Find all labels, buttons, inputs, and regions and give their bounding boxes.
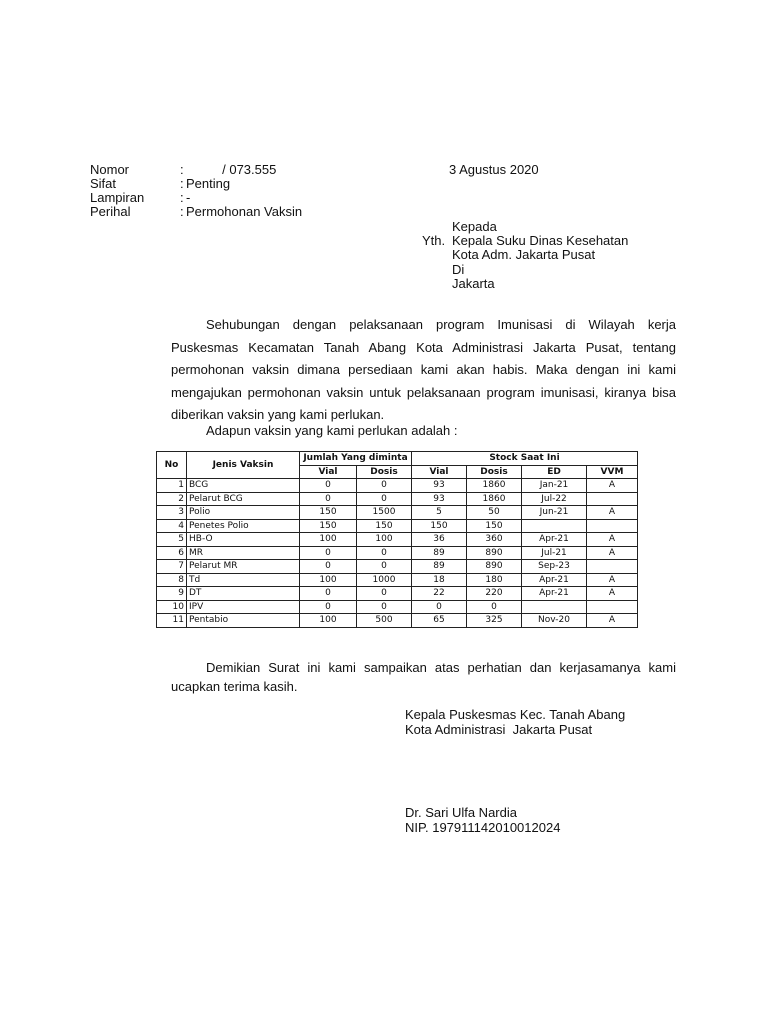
cell-jenis: Penetes Polio xyxy=(187,519,300,533)
cell-vial: 100 xyxy=(300,533,357,547)
cell-vial2: 18 xyxy=(412,573,467,587)
cell-vial: 0 xyxy=(300,560,357,574)
cell-ed: Jan-21 xyxy=(522,479,587,493)
table-row xyxy=(157,600,638,614)
col-vial-header: Vial xyxy=(300,465,357,479)
cell-dosis: 100 xyxy=(357,533,412,547)
cell-vvm: A xyxy=(587,614,638,628)
header-row-perihal xyxy=(90,205,302,219)
cell-vvm: A xyxy=(587,533,638,547)
table-body xyxy=(157,479,638,628)
address-line xyxy=(422,277,628,291)
cell-ed: Apr-21 xyxy=(522,533,587,547)
address-location: Jakarta xyxy=(452,275,495,291)
cell-ed: Jul-22 xyxy=(522,492,587,506)
address-line xyxy=(422,234,628,248)
address-line xyxy=(422,220,628,234)
col-dosis-stock-header: Dosis xyxy=(467,465,522,479)
letter-date: 3 Agustus 2020 xyxy=(449,162,539,177)
header-label: Lampiran xyxy=(90,190,145,205)
cell-vvm: A xyxy=(587,506,638,520)
cell-jenis: Td xyxy=(187,573,300,587)
cell-no: 5 xyxy=(157,533,187,547)
cell-vial: 100 xyxy=(300,614,357,628)
cell-dosis: 0 xyxy=(357,479,412,493)
cell-vvm: A xyxy=(587,587,638,601)
cell-ed: Nov-20 xyxy=(522,614,587,628)
cell-no: 10 xyxy=(157,600,187,614)
cell-dosis2: 890 xyxy=(467,546,522,560)
cell-vial2: 150 xyxy=(412,519,467,533)
cell-no: 11 xyxy=(157,614,187,628)
cell-dosis: 150 xyxy=(357,519,412,533)
cell-no: 2 xyxy=(157,492,187,506)
signature-title-1: Kepala Puskesmas Kec. Tanah Abang xyxy=(405,707,626,722)
table-header-row xyxy=(157,452,638,466)
cell-ed xyxy=(522,519,587,533)
cell-vial2: 22 xyxy=(412,587,467,601)
cell-jenis: HB-O xyxy=(187,533,300,547)
signature-block xyxy=(405,708,625,737)
table-row xyxy=(157,533,638,547)
cell-ed: Apr-21 xyxy=(522,587,587,601)
signer-block xyxy=(405,806,560,835)
table-row xyxy=(157,587,638,601)
cell-jenis: DT xyxy=(187,587,300,601)
col-ed-header: ED xyxy=(522,465,587,479)
table-row xyxy=(157,519,638,533)
header-label: Sifat xyxy=(90,176,117,191)
signature-title-2: Kota Administrasi Jakarta Pusat xyxy=(405,721,593,737)
signer-nip: NIP. 197911142010012024 xyxy=(405,819,561,835)
cell-vial: 0 xyxy=(300,479,357,493)
closing-paragraph xyxy=(171,658,676,696)
col-jenis-header: Jenis Vaksin xyxy=(187,452,300,479)
table-row xyxy=(157,492,638,506)
cell-jenis: Polio xyxy=(187,506,300,520)
cell-dosis2: 325 xyxy=(467,614,522,628)
closing-text: Demikian Surat ini kami sampaikan atas perhatian dan kerjasamanya kami ucapkan terima kasih. xyxy=(171,660,676,694)
address-city: Kota Adm. Jakarta Pusat xyxy=(452,247,596,263)
cell-ed: Jun-21 xyxy=(522,506,587,520)
cell-vial2: 89 xyxy=(412,546,467,560)
col-vial-stock-header: Vial xyxy=(412,465,467,479)
header-row-nomor xyxy=(90,163,302,177)
cell-dosis: 500 xyxy=(357,614,412,628)
cell-vial: 0 xyxy=(300,600,357,614)
header-label: Nomor xyxy=(90,162,130,177)
cell-dosis: 0 xyxy=(357,587,412,601)
cell-no: 7 xyxy=(157,560,187,574)
cell-ed: Jul-21 xyxy=(522,546,587,560)
cell-dosis2: 360 xyxy=(467,533,522,547)
header-row-lampiran xyxy=(90,191,302,205)
cell-dosis2: 1860 xyxy=(467,492,522,506)
header-colon: : xyxy=(180,190,184,205)
table-row xyxy=(157,560,638,574)
recipient-address xyxy=(422,220,628,291)
address-line xyxy=(422,263,628,277)
cell-vial: 150 xyxy=(300,506,357,520)
cell-vial: 0 xyxy=(300,546,357,560)
body-paragraph-2: Adapun vaksin yang kami perlukan adalah : xyxy=(206,423,458,438)
cell-jenis: Pentabio xyxy=(187,614,300,628)
cell-dosis2: 0 xyxy=(467,600,522,614)
letter-header xyxy=(90,163,302,219)
header-colon: : xyxy=(180,176,184,191)
cell-no: 4 xyxy=(157,519,187,533)
cell-vial: 0 xyxy=(300,587,357,601)
cell-dosis: 1000 xyxy=(357,573,412,587)
header-label: Perihal xyxy=(90,204,131,219)
signer-name: Dr. Sari Ulfa Nardia xyxy=(405,805,517,820)
cell-vvm: A xyxy=(587,479,638,493)
header-colon: : xyxy=(180,162,184,177)
col-vvm-header: VVM xyxy=(587,465,638,479)
cell-vial: 100 xyxy=(300,573,357,587)
cell-vial2: 93 xyxy=(412,492,467,506)
paragraph-text: Sehubungan dengan pelaksanaan program Imunisasi di Wilayah kerja Puskesmas Kecamatan Tanah Abang Kota Administrasi Jakarta Pusat, tentang permohonan vaksin dimana persediaan kami akan habis. Maka dengan ini kami mengajukan permohonan vaksin untuk pelaksanaan program imunisasi, kiranya bisa diberikan vaksin yang kami perlukan. xyxy=(171,317,676,422)
cell-no: 8 xyxy=(157,573,187,587)
table-row xyxy=(157,573,638,587)
header-value: Penting xyxy=(186,176,231,191)
cell-no: 6 xyxy=(157,546,187,560)
cell-vvm: A xyxy=(587,546,638,560)
cell-jenis: IPV xyxy=(187,600,300,614)
col-requested-header: Jumlah Yang diminta xyxy=(300,452,412,466)
cell-jenis: BCG xyxy=(187,479,300,493)
cell-dosis2: 180 xyxy=(467,573,522,587)
cell-vvm xyxy=(587,492,638,506)
cell-ed: Sep-23 xyxy=(522,560,587,574)
cell-vvm: A xyxy=(587,573,638,587)
cell-dosis2: 150 xyxy=(467,519,522,533)
address-kepada: Kepada xyxy=(452,219,497,234)
cell-vial2: 5 xyxy=(412,506,467,520)
cell-jenis: MR xyxy=(187,546,300,560)
cell-vvm xyxy=(587,600,638,614)
col-dosis-header: Dosis xyxy=(357,465,412,479)
cell-dosis2: 890 xyxy=(467,560,522,574)
cell-no: 3 xyxy=(157,506,187,520)
table-row xyxy=(157,614,638,628)
cell-dosis: 0 xyxy=(357,492,412,506)
address-recipient: Kepala Suku Dinas Kesehatan xyxy=(452,233,629,249)
table-row xyxy=(157,479,638,493)
vaccine-table xyxy=(156,451,638,628)
cell-dosis2: 220 xyxy=(467,587,522,601)
header-value: Permohonan Vaksin xyxy=(186,204,303,219)
cell-dosis: 1500 xyxy=(357,506,412,520)
cell-jenis: Pelarut BCG xyxy=(187,492,300,506)
cell-ed: Apr-21 xyxy=(522,573,587,587)
cell-vial2: 65 xyxy=(412,614,467,628)
table-row xyxy=(157,546,638,560)
cell-dosis2: 1860 xyxy=(467,479,522,493)
cell-dosis: 0 xyxy=(357,546,412,560)
cell-no: 1 xyxy=(157,479,187,493)
cell-vial2: 0 xyxy=(412,600,467,614)
cell-dosis: 0 xyxy=(357,600,412,614)
cell-vial: 150 xyxy=(300,519,357,533)
col-stock-header: Stock Saat Ini xyxy=(412,452,638,466)
header-value: - xyxy=(186,190,191,205)
header-value: / 073.555 xyxy=(186,162,277,177)
cell-vial2: 93 xyxy=(412,479,467,493)
header-colon: : xyxy=(180,204,184,219)
vaccine-table-grid xyxy=(156,451,638,628)
body-paragraph-1 xyxy=(171,314,676,427)
cell-no: 9 xyxy=(157,587,187,601)
cell-vial2: 89 xyxy=(412,560,467,574)
address-line xyxy=(422,248,628,262)
cell-vial: 0 xyxy=(300,492,357,506)
cell-vvm xyxy=(587,560,638,574)
address-di: Di xyxy=(452,261,465,277)
cell-dosis: 0 xyxy=(357,560,412,574)
header-row-sifat xyxy=(90,177,302,191)
col-no-header: No xyxy=(157,452,187,479)
cell-vial2: 36 xyxy=(412,533,467,547)
cell-ed xyxy=(522,600,587,614)
cell-vvm xyxy=(587,519,638,533)
address-prefix: Yth. xyxy=(422,233,446,249)
cell-dosis2: 50 xyxy=(467,506,522,520)
cell-jenis: Pelarut MR xyxy=(187,560,300,574)
table-row xyxy=(157,506,638,520)
